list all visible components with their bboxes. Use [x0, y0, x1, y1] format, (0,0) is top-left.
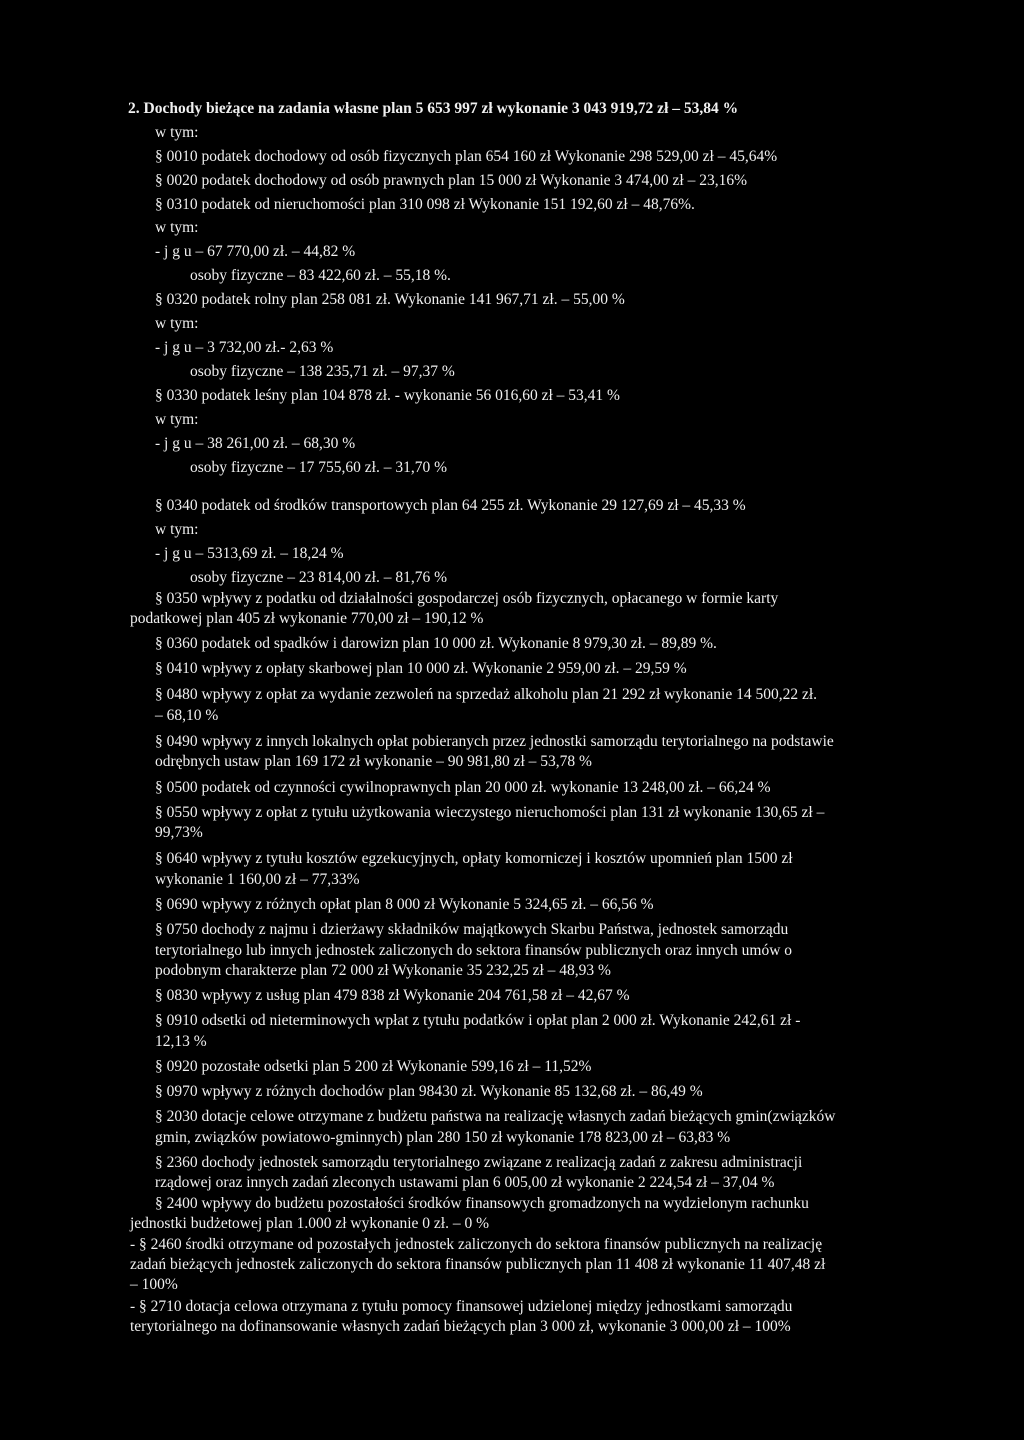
text-line: 12,13 % [155, 1033, 207, 1050]
text-line: podatkowej plan 405 zł wykonanie 770,00 zł – 190,12 % [130, 610, 484, 627]
text-line: osoby fizyczne – 138 235,71 zł. – 97,37 % [190, 363, 455, 380]
text-line: § 0350 wpływy z podatku od działalności gospodarczej osób fizycznych, opłacanego w formie karty [155, 590, 779, 607]
text-line: podobnym charakterze plan 72 000 zł Wykonanie 35 232,25 zł – 48,93 % [155, 962, 611, 979]
text-line: w tym: [155, 315, 199, 332]
text-line: gmin, związków powiatowo-gminnych) plan 280 150 zł wykonanie 178 823,00 zł – 63,83 % [155, 1129, 731, 1146]
text-line: § 0970 wpływy z różnych dochodów plan 98430 zł. Wykonanie 85 132,68 zł. – 86,49 % [155, 1083, 703, 1100]
text-line: - j g u – 67 770,00 zł. – 44,82 % [155, 243, 356, 260]
text-line: § 0750 dochody z najmu i dzierżawy składników majątkowych Skarbu Państwa, jednostek samorządu [155, 921, 789, 938]
text-line: § 0830 wpływy z usług plan 479 838 zł Wykonanie 204 761,58 zł – 42,67 % [155, 987, 630, 1004]
text-line: § 2030 dotacje celowe otrzymane z budżetu państwa na realizację własnych zadań bieżących gmin(związków [155, 1108, 836, 1125]
text-line: § 0310 podatek od nieruchomości plan 310 098 zł Wykonanie 151 192,60 zł – 48,76%. [155, 196, 695, 213]
text-line: § 0330 podatek leśny plan 104 878 zł. - wykonanie 56 016,60 zł – 53,41 % [155, 387, 620, 404]
text-line: § 0340 podatek od środków transportowych plan 64 255 zł. Wykonanie 29 127,69 zł – 45,33 % [155, 497, 746, 514]
text-line: wykonanie 1 160,00 zł – 77,33% [155, 871, 360, 888]
text-line: § 2360 dochody jednostek samorządu terytorialnego związane z realizacją zadań z zakresu administracji [155, 1154, 803, 1171]
text-line: § 0920 pozostałe odsetki plan 5 200 zł Wykonanie 599,16 zł – 11,52% [155, 1058, 592, 1075]
text-line: w tym: [155, 124, 199, 141]
text-line: - j g u – 38 261,00 zł. – 68,30 % [155, 435, 356, 452]
text-line: jednostki budżetowej plan 1.000 zł wykonanie 0 zł. – 0 % [130, 1215, 490, 1232]
text-line: § 0360 podatek od spadków i darowizn plan 10 000 zł. Wykonanie 8 979,30 zł. – 89,89 %. [155, 635, 717, 652]
text-line: - § 2710 dotacja celowa otrzymana z tytułu pomocy finansowej udzielonej między jednostkami samorządu [130, 1298, 793, 1315]
text-line: § 0910 odsetki od nieterminowych wpłat z tytułu podatków i opłat plan 2 000 zł. Wykonanie 242,61 zł - [155, 1012, 801, 1029]
text-line: terytorialnego na dofinansowanie własnych zadań bieżących plan 3 000 zł, wykonanie 3 000,00 zł – 100% [130, 1318, 791, 1335]
text-line: w tym: [155, 521, 199, 538]
text-line: § 0020 podatek dochodowy od osób prawnych plan 15 000 zł Wykonanie 3 474,00 zł – 23,16% [155, 172, 747, 189]
text-line: osoby fizyczne – 23 814,00 zł. – 81,76 % [190, 569, 447, 586]
text-line: osoby fizyczne – 17 755,60 zł. – 31,70 % [190, 459, 447, 476]
text-line: - j g u – 3 732,00 zł.- 2,63 % [155, 339, 334, 356]
text-line: § 2400 wpływy do budżetu pozostałości środków finansowych gromadzonych na wydzielonym rachunku [155, 1195, 809, 1212]
text-line: § 0320 podatek rolny plan 258 081 zł. Wykonanie 141 967,71 zł. – 55,00 % [155, 291, 625, 308]
text-line: § 0690 wpływy z różnych opłat plan 8 000 zł Wykonanie 5 324,65 zł. – 66,56 % [155, 896, 654, 913]
text-line: osoby fizyczne – 83 422,60 zł. – 55,18 %. [190, 267, 451, 284]
text-line: odrębnych ustaw plan 169 172 zł wykonanie – 90 981,80 zł – 53,78 % [155, 753, 592, 770]
text-line: - j g u – 5313,69 zł. – 18,24 % [155, 545, 344, 562]
text-line: - § 2460 środki otrzymane od pozostałych jednostek zaliczonych do sektora finansów publicznych na realizację [130, 1236, 823, 1253]
text-line: rządowej oraz innych zadań zleconych ustawami plan 6 005,00 zł wykonanie 2 224,54 zł – 37,04 % [155, 1174, 775, 1191]
text-line: § 0500 podatek od czynności cywilnoprawnych plan 20 000 zł. wykonanie 13 248,00 zł. – 66,24 % [155, 779, 771, 796]
text-line: § 0410 wpływy z opłaty skarbowej plan 10 000 zł. Wykonanie 2 959,00 zł. – 29,59 % [155, 660, 687, 677]
text-line: § 0490 wpływy z innych lokalnych opłat pobieranych przez jednostki samorządu terytorialnego na podstawie [155, 733, 834, 750]
text-line: – 68,10 % [155, 707, 219, 724]
text-line: § 0640 wpływy z tytułu kosztów egzekucyjnych, opłaty komorniczej i kosztów upomnień plan 1500 zł [155, 850, 793, 867]
text-line: § 0480 wpływy z opłat za wydanie zezwoleń na sprzedaż alkoholu plan 21 292 zł wykonanie 14 500,22 zł. [155, 686, 818, 703]
text-line: terytorialnego lub innych jednostek zaliczonych do sektora finansów publicznych oraz innych umów o [155, 942, 793, 959]
text-line: w tym: [155, 219, 199, 236]
text-line: – 100% [130, 1276, 178, 1293]
text-line: § 0550 wpływy z opłat z tytułu użytkowania wieczystego nieruchomości plan 131 zł wykonanie 130,65 zł – [155, 804, 825, 821]
text-line: § 0010 podatek dochodowy od osób fizycznych plan 654 160 zł Wykonanie 298 529,00 zł – 45,64% [155, 148, 778, 165]
text-line: w tym: [155, 411, 199, 428]
text-line: 99,73% [155, 824, 203, 841]
text-line: zadań bieżących jednostek zaliczonych do sektora finansów publicznych plan 11 408 zł wykonanie 11 407,48 zł [130, 1256, 826, 1273]
section-heading: 2. Dochody bieżące na zadania własne plan 5 653 997 zł wykonanie 3 043 919,72 zł – 53,84 % [128, 100, 739, 117]
